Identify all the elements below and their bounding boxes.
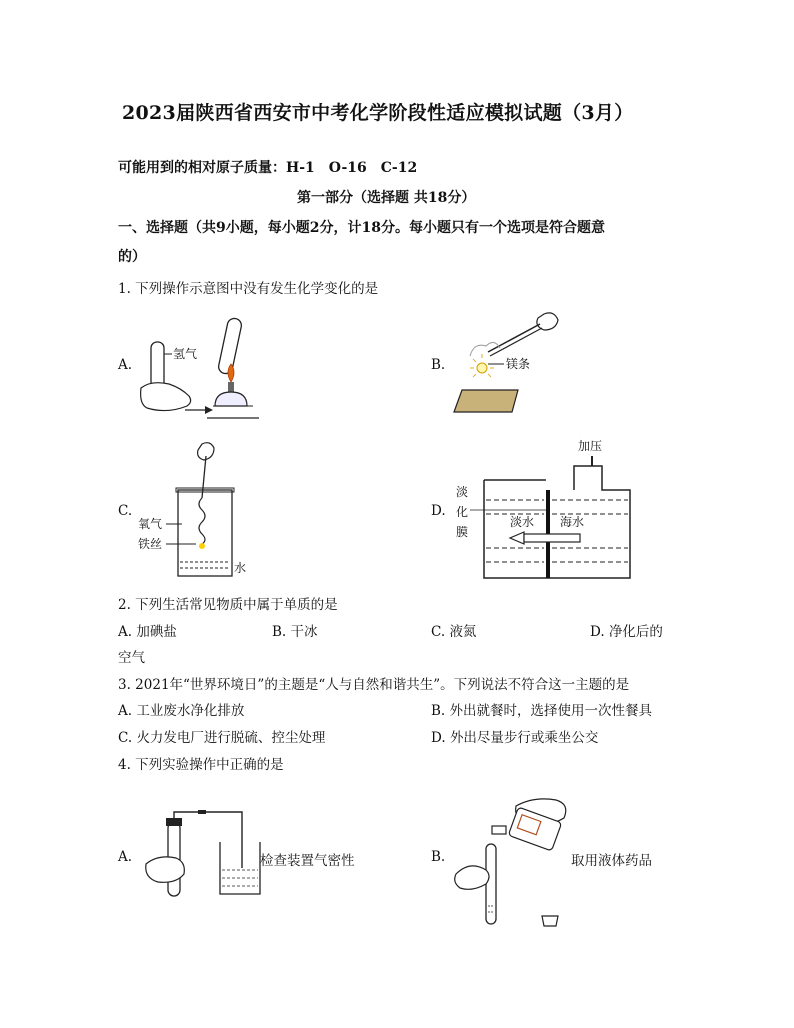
q2-option-d-wrap: 空气 — [118, 650, 145, 666]
q2-option-d-text: 净化后的 — [608, 624, 663, 640]
burning-magnesium — [477, 363, 487, 373]
q1a-label-hydrogen: 氢气 — [173, 347, 198, 361]
q4b-label: 取用液体药品 — [571, 853, 652, 869]
q3-option-c-letter: C. — [118, 730, 133, 746]
flame — [228, 364, 234, 382]
delivery-tube — [174, 812, 242, 868]
asbestos-net — [454, 390, 518, 412]
q3-option-c-text: 火力发电厂进行脱硫、控尘处理 — [136, 730, 326, 746]
document-title: 2023届陕西省西安市中考化学阶段性适应模拟试题（3月） — [122, 102, 634, 124]
q2-option-a-letter: A. — [118, 624, 133, 640]
q1c-label-iron-wire: 铁丝 — [138, 537, 163, 551]
question-4-stem: 4. 下列实验操作中正确的是 — [118, 757, 284, 773]
q1d-label-hua: 化 — [456, 505, 469, 519]
q1d-label-pressure: 加压 — [578, 439, 603, 453]
question-1-stem: 1. 下列操作示意图中没有发生化学变化的是 — [118, 281, 379, 297]
hand — [537, 313, 558, 330]
q1-figure-c — [136, 438, 256, 580]
hand — [146, 857, 185, 882]
q1-option-c-letter: C. — [118, 503, 133, 519]
q3-option-b — [431, 699, 652, 719]
q4-figure-b — [452, 794, 582, 930]
q1-figure-d — [450, 434, 640, 582]
part-heading: 第一部分（选择题 共18分） — [297, 190, 476, 206]
bottle-stopper — [542, 916, 558, 926]
q3-option-a — [118, 699, 244, 719]
flow-arrow — [524, 534, 580, 542]
q2-option-a-text: 加碘盐 — [136, 624, 177, 640]
hand — [141, 383, 191, 411]
tongs — [488, 324, 540, 352]
q1b-label-magnesium: 镁条 — [506, 357, 531, 371]
q4-option-b-letter: B. — [431, 849, 446, 865]
section-heading-continued: 的） — [118, 249, 146, 265]
q2-option-d — [590, 620, 663, 640]
q4a-label: 检查装置气密性 — [260, 853, 355, 869]
alcohol-lamp — [215, 392, 247, 406]
question-2-stem: 2. 下列生活常见物质中属于单质的是 — [118, 597, 338, 613]
stopper — [166, 818, 182, 826]
q1d-label-sea-water: 海水 — [560, 515, 585, 529]
hand-left — [455, 866, 489, 890]
q1d-label-fresh-water: 淡水 — [510, 515, 535, 529]
q1-figure-a — [135, 310, 265, 425]
q1d-label-dan: 淡 — [456, 485, 469, 499]
q1d-label-mo: 膜 — [456, 525, 469, 539]
section-heading: 一、选择题（共9小题，每小题2分，计18分。每小题只有一个选项是符合题意 — [118, 220, 605, 236]
q2-option-c-text: 液氮 — [449, 624, 477, 640]
q1c-label-water: 水 — [234, 561, 247, 575]
q2-option-c — [431, 620, 476, 640]
q1-option-b-letter: B. — [431, 357, 446, 373]
q1c-label-oxygen: 氧气 — [138, 517, 163, 531]
q3-option-b-text: 外出就餐时，选择使用一次性餐具 — [449, 703, 653, 719]
q3-option-b-letter: B. — [431, 703, 446, 719]
q2-option-c-letter: C. — [431, 624, 446, 640]
q2-option-b — [272, 620, 318, 640]
q3-option-c — [118, 726, 325, 746]
q4-option-a-letter: A. — [118, 849, 133, 865]
q1-option-d-letter: D. — [431, 503, 446, 519]
q3-option-a-text: 工业废水净化排放 — [136, 703, 245, 719]
q1-option-a-letter: A. — [118, 357, 133, 373]
question-3-stem: 3. 2021年“世界环境日”的主题是“人与自然和谐共生”。下列说法不符合这一主题的是 — [118, 677, 630, 693]
iron-wire — [199, 498, 205, 544]
gas-bottle — [178, 490, 232, 576]
q3-option-d-letter: D. — [431, 730, 446, 746]
container — [484, 466, 630, 578]
q2-option-b-letter: B. — [272, 624, 287, 640]
q2-option-d-letter: D. — [590, 624, 605, 640]
q2-option-b-text: 干冰 — [290, 624, 318, 640]
q3-option-d-text: 外出尽量步行或乘坐公交 — [449, 730, 599, 746]
atomic-mass-line: 可能用到的相对原子质量：H-1 O-16 C-12 — [118, 160, 418, 176]
q3-option-a-letter: A. — [118, 703, 133, 719]
q1-figure-b — [448, 300, 568, 420]
q3-option-d — [431, 726, 598, 746]
q2-option-a — [118, 620, 177, 640]
